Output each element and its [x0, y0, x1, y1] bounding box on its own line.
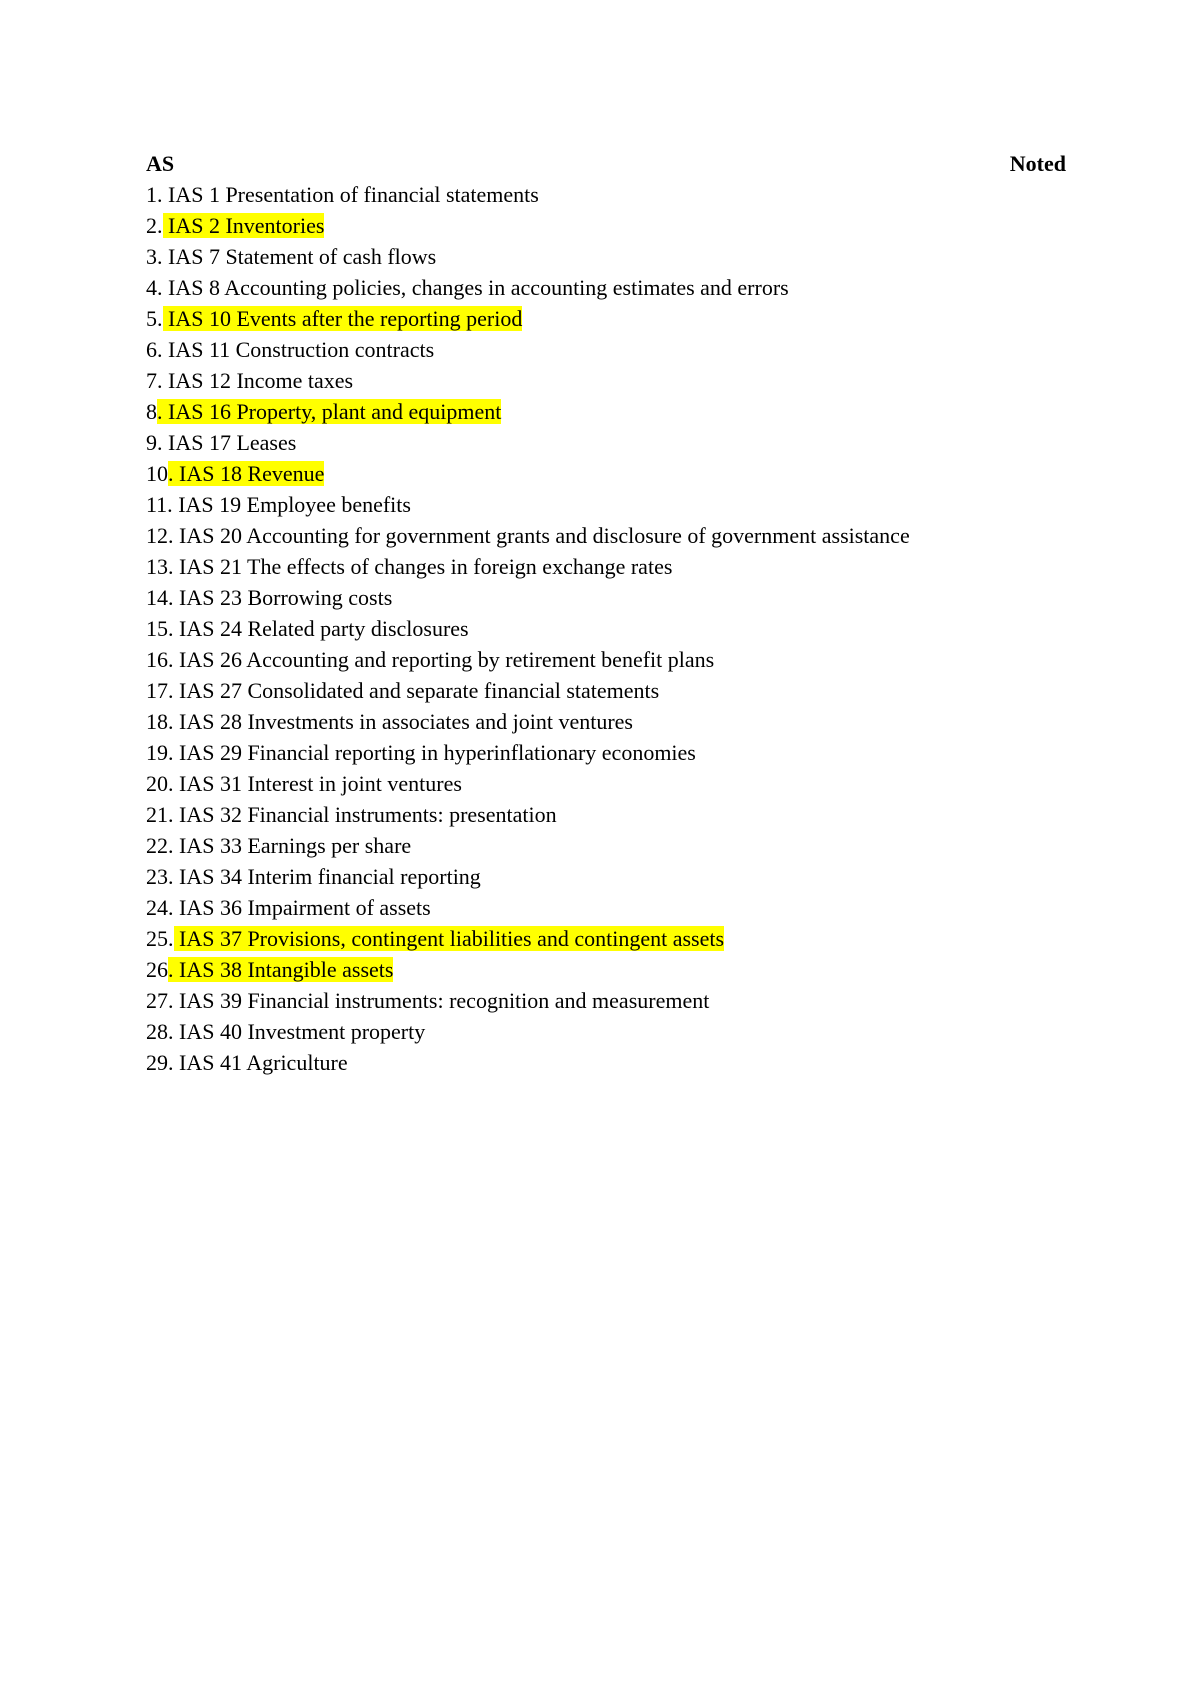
item-text: IAS 33 Earnings per share — [173, 833, 412, 858]
item-text: IAS 23 Borrowing costs — [173, 585, 393, 610]
item-number: 5. — [146, 306, 163, 331]
list-item — [146, 861, 1066, 892]
list-item — [146, 830, 1066, 861]
list-item — [146, 334, 1066, 365]
item-number: 1. — [146, 182, 163, 207]
item-number: 11. — [146, 492, 173, 517]
item-text: IAS 8 Accounting policies, changes in accounting estimates and errors — [162, 275, 789, 300]
list-item — [146, 303, 1066, 334]
item-number: 20. — [146, 771, 174, 796]
item-text: IAS 28 Investments in associates and joint ventures — [173, 709, 633, 734]
item-number: 23. — [146, 864, 174, 889]
item-text: IAS 10 Events after the reporting period — [162, 306, 523, 331]
item-number: 12. — [146, 523, 174, 548]
list-item — [146, 1016, 1066, 1047]
item-text: IAS 37 Provisions, contingent liabilities and contingent assets — [173, 926, 725, 951]
item-number: 27. — [146, 988, 174, 1013]
list-item — [146, 272, 1066, 303]
item-number: 13. — [146, 554, 174, 579]
list-item — [146, 985, 1066, 1016]
item-text: IAS 36 Impairment of assets — [173, 895, 431, 920]
list-item — [146, 799, 1066, 830]
item-number: 15. — [146, 616, 174, 641]
item-text: IAS 41 Agriculture — [173, 1050, 348, 1075]
item-text: IAS 31 Interest in joint ventures — [173, 771, 462, 796]
list-item — [146, 923, 1066, 954]
item-number: 26 — [146, 957, 168, 982]
item-text: . IAS 16 Property, plant and equipment — [157, 399, 502, 424]
item-number: 10 — [146, 461, 168, 486]
item-number: 21. — [146, 802, 174, 827]
list-item — [146, 892, 1066, 923]
item-number: 19. — [146, 740, 174, 765]
item-number: 3. — [146, 244, 163, 269]
item-text: IAS 19 Employee benefits — [172, 492, 411, 517]
list-item — [146, 954, 1066, 985]
list-item — [146, 1047, 1066, 1078]
item-number: 9. — [146, 430, 163, 455]
list-item — [146, 365, 1066, 396]
item-text: IAS 39 Financial instruments: recognition and measurement — [173, 988, 710, 1013]
column-heading-noted: Noted — [1009, 151, 1066, 176]
item-number: 24. — [146, 895, 174, 920]
document-body — [146, 148, 1066, 1078]
item-text: IAS 40 Investment property — [173, 1019, 426, 1044]
list-item — [146, 768, 1066, 799]
item-text: IAS 24 Related party disclosures — [173, 616, 469, 641]
column-heading-as: AS — [146, 151, 175, 176]
item-text: IAS 20 Accounting for government grants and disclosure of government assistance — [173, 523, 910, 548]
item-text: IAS 17 Leases — [162, 430, 297, 455]
list-item — [146, 210, 1066, 241]
item-text: IAS 2 Inventories — [162, 213, 325, 238]
item-number: 16. — [146, 647, 174, 672]
list-item — [146, 613, 1066, 644]
item-text: IAS 34 Interim financial reporting — [173, 864, 481, 889]
item-number: 2. — [146, 213, 163, 238]
list-item — [146, 582, 1066, 613]
item-number: 29. — [146, 1050, 174, 1075]
item-text: IAS 26 Accounting and reporting by retirement benefit plans — [173, 647, 715, 672]
item-number: 17. — [146, 678, 174, 703]
item-text: IAS 11 Construction contracts — [162, 337, 435, 362]
standards-list — [146, 179, 1066, 1078]
item-text: IAS 27 Consolidated and separate financial statements — [173, 678, 660, 703]
list-item — [146, 737, 1066, 768]
list-item — [146, 520, 1066, 551]
list-item — [146, 241, 1066, 272]
item-number: 6. — [146, 337, 163, 362]
list-item — [146, 427, 1066, 458]
item-text: . IAS 38 Intangible assets — [168, 957, 394, 982]
item-text: IAS 21 The effects of changes in foreign exchange rates — [173, 554, 673, 579]
list-item — [146, 396, 1066, 427]
list-item — [146, 706, 1066, 737]
item-text: IAS 32 Financial instruments: presentation — [173, 802, 557, 827]
item-number: 18. — [146, 709, 174, 734]
list-item — [146, 489, 1066, 520]
item-number: 25. — [146, 926, 174, 951]
item-number: 8 — [146, 399, 157, 424]
item-text: IAS 12 Income taxes — [162, 368, 354, 393]
item-number: 28. — [146, 1019, 174, 1044]
list-item — [146, 644, 1066, 675]
list-item — [146, 551, 1066, 582]
list-item — [146, 675, 1066, 706]
item-text: IAS 7 Statement of cash flows — [162, 244, 437, 269]
item-text: IAS 1 Presentation of financial statements — [162, 182, 539, 207]
list-item — [146, 458, 1066, 489]
header-row — [146, 148, 1066, 179]
item-number: 22. — [146, 833, 174, 858]
item-number: 14. — [146, 585, 174, 610]
item-number: 7. — [146, 368, 163, 393]
item-text: IAS 29 Financial reporting in hyperinflationary economies — [173, 740, 696, 765]
item-text: . IAS 18 Revenue — [168, 461, 325, 486]
item-number: 4. — [146, 275, 163, 300]
list-item — [146, 179, 1066, 210]
